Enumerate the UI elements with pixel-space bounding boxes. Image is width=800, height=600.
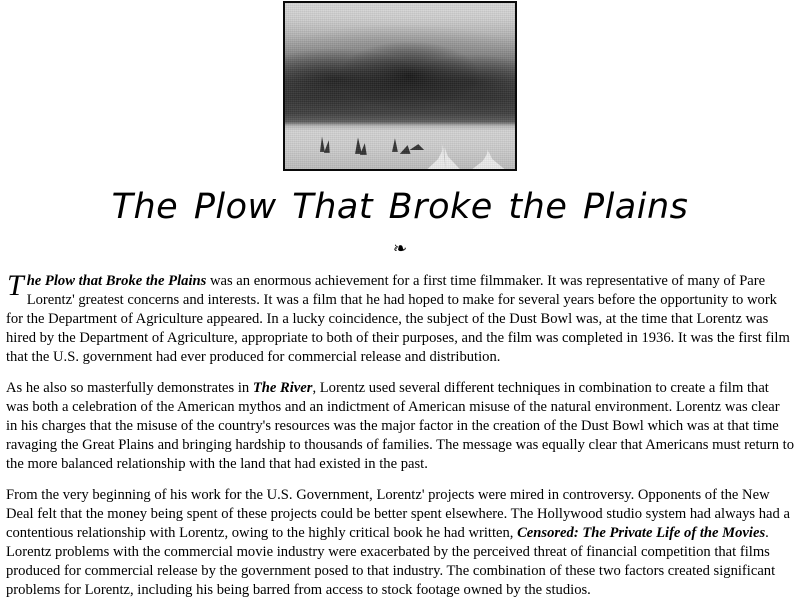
hero-image-container <box>0 0 800 176</box>
drop-cap: T <box>7 269 24 303</box>
paragraph-2-text-b: , Lorentz used several different techniques in combination to create a film that was both a celebration of the American mythos and an indictment of American misuse of the natural environment. Lorentz was clear in his charges that the misuse of the country's resources was the major factor in the creation of the Dust Bowl which was at that time ravaging the Great Plains and bringing hardship to thousands of families. The message was equally clear that Americans must return to the more balanced relationship with the land that had existed in the past. <box>6 380 794 472</box>
dust-storm-photograph <box>283 1 517 171</box>
article-body <box>0 260 800 600</box>
censored-book-emphasis: Censored: The Private Life of the Movies <box>517 524 766 541</box>
aldus-leaf-ornament: ❧ <box>392 239 408 260</box>
photo-grain-overlay <box>285 3 515 169</box>
paragraph-2-text-a: As he also so masterfully demonstrates in <box>6 380 253 397</box>
page-title: The Plow That Broke the Plains <box>111 187 689 227</box>
paragraph-2 <box>6 379 794 474</box>
paragraph-3-text-a: From the very beginning of his work for the U.S. Government, Lorentz' projects were mired in controversy. Opponents of the New Deal felt that the money being spent of these projects could be better spent elsewhere. The Hollywood studio system had always had a contentious relationship with Lorentz, owing to the highly critical book he had written, <box>6 486 790 541</box>
paragraph-3-text-b: . Lorentz problems with the commercial movie industry were exacerbated by the perceived threat of financial competition that films produced for commercial release by the government posed to that industry. The combination of these two factors created significant problems for Lorentz, including his being barred from access to stock footage owned by the studios. <box>6 524 776 598</box>
paragraph-3 <box>6 486 794 600</box>
the-river-emphasis: The River <box>252 380 313 397</box>
film-title-emphasis: he Plow that Broke the Plains <box>26 273 207 290</box>
paragraph-1 <box>6 269 794 367</box>
paragraph-1-text: was an enormous achievement for a first time filmmaker. It was representative of many of Pare Lorentz' greatest concerns and interests. It was a film that he had hoped to make for several years before the opportunity to work for the Department of Agriculture appeared. In a lucky coincidence, the subject of the Dust Bowl was, at the time that Lorentz was hired by the Department of Agriculture, appropriate to both of their purposes, and the film was completed in 1936. It was the first film that the U.S. government had ever produced for commercial release and distribution. <box>6 273 790 366</box>
